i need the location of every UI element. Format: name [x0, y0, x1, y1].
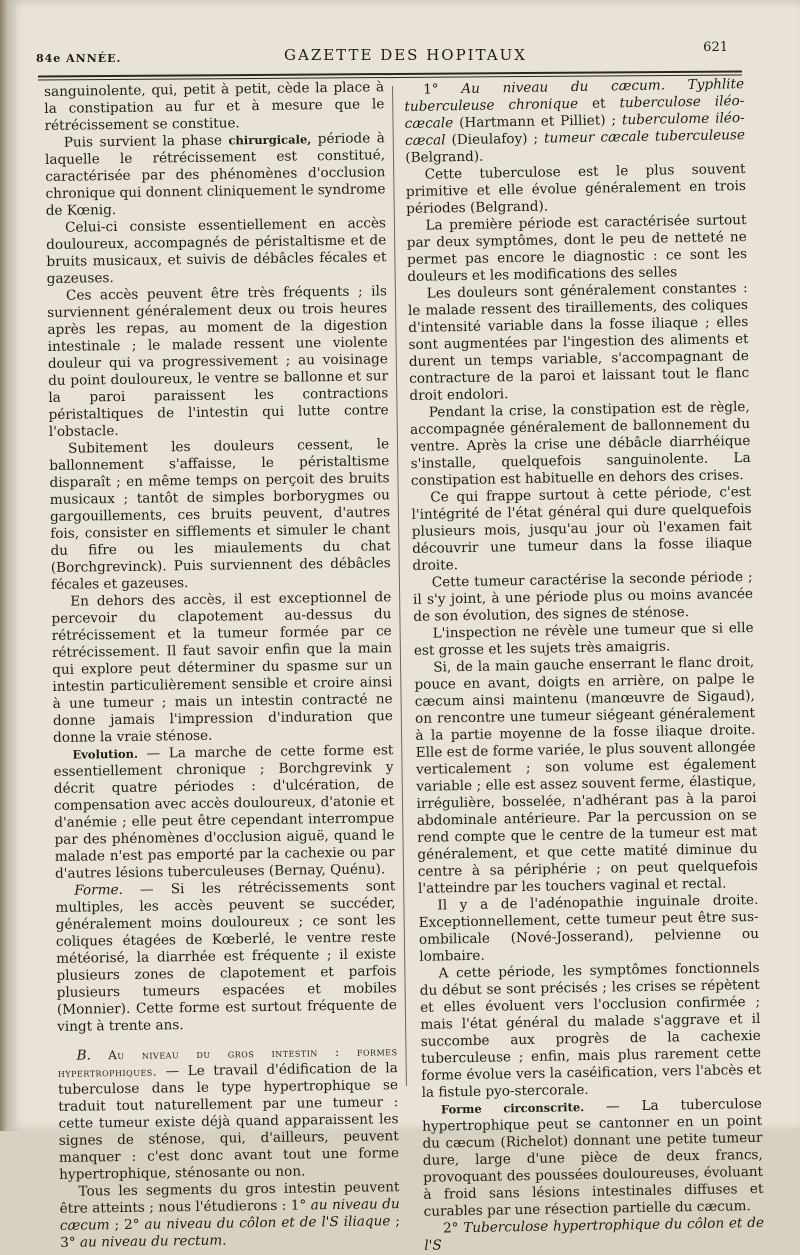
paragraph: [422, 1096, 764, 1221]
paragraph: sanguinolente, qui, petit à petit, cède la place à la constipation au fur et à mesure que le rétrécissement se constitue.: [44, 79, 385, 134]
text-run: et: [577, 95, 620, 112]
italic-run: au niveau du cæcum: [59, 1196, 400, 1234]
term-bold: chirurgicale,: [228, 132, 312, 148]
text-run: (Hartmann et Pilliet) ;: [453, 112, 623, 132]
italic-run: Tuberculose hypertrophique du côlon et de l'S: [424, 1214, 765, 1254]
section-label-forme: Forme.: [74, 881, 124, 899]
paragraph: Pendant la crise, la constipation est de règle, accompagnée généralement de ballonnement du ventre. Après la crise une débâcle diarrhéique s'installe, quelquefois sanguinolente. La constipation est habituelle en dehors des crises.: [409, 399, 751, 489]
text-run: période à laquelle le rétrécissement est constitué, caractérisée par des phénomènes d'occlusion chronique qui donnent cliniquement le syndrome de Kœnig.: [44, 130, 386, 219]
paragraph: Les douleurs sont généralement constantes : le malade ressent des tiraillements, des coliques d'intensité variable dans la fosse iliaque ; elles sont augmentées par l'ingestion des aliments et durent un temps variable, s'accompagnant de contracture de la paroi et laissant tout le flanc droit endolori.: [407, 280, 750, 404]
paragraph: Si, de la main gauche enserrant le flanc droit, pouce en avant, doigts en arrière, on palpe le cæcum ainsi maintenu (manœuvre de Sigaud), on rencontre une tumeur siégeant généralement à la partie moyenne de la fosse iliaque droite. Elle est de forme variée, le plus souvent allongée verticalement ; son volume est également variable ; elle est assez souvent ferme, élastique, irrégulière, bosselée, n'adhérant pas à la paroi abdominale antérieure. Par la percussion on se rend compte que le centre de la tumeur est mat généralement, et que cette matité diminue du centre à sa périphérie ; on peut quelquefois l'atteindre par les touchers vaginal et rectal.: [414, 653, 758, 897]
text-run: ; 3°: [60, 1213, 401, 1251]
paragraph: Cette tumeur caractérise la seconde période ; il s'y joint, à une période plus ou moins avancée de son évolution, des signes de sténose.: [412, 568, 754, 625]
text-run: — La marche de cette forme est essentiellement chronique ; Borchgrevink y décrit quatre périodes : d'ulcération, de compensation avec accès douloureux, d'atonie et d'anémie ; elle peut être cependant interrompue par des phénomènes d'occlusion aiguë, quand le malade n'est pas emporté par la cachexie ou par d'autres lésions tuberculeuses (Bernay, Quénu).: [53, 742, 395, 882]
paragraph: L'inspection ne révèle une tumeur que si elle est grosse et les sujets très amaigris.: [413, 619, 754, 659]
paragraph: Cette tuberculose est le plus souvent primitive et elle évolue généralement en trois périodes (Belgrand).: [405, 161, 747, 217]
paragraph: [424, 1215, 765, 1255]
paragraph: En dehors des accès, il est exceptionnel de percevoir du clapotement au-dessus du rétrécissement et la tumeur formée par ce rétrécissement. Il faut savoir enfin que la main qui explore peut déterminer du spasme sur un intestin particulièrement sensible et croire ainsi à une tumeur ; mais un intestin contracté ne donne jamais l'impression d'induration que donne la vraie sténose.: [51, 589, 393, 746]
paragraph: A cette période, les symptômes fonctionnels du début se sont précisés ; les crises se répètent et elles évoluent vers l'occlusion confirmée ; mais l'état général du malade s'aggrave et il succombe aux progrès de la cachexie tuberculeuse ; enfin, mais plus rarement cette forme évolue vers la caséification, vers l'abcès et la fistule pyo-stercorale.: [419, 959, 762, 1101]
paragraph: Celui-ci consiste essentiellement en accès douloureux, accompagnés de péristaltisme et de bruits musicaux, et suivis de débâcles fécales et gazeuses.: [46, 215, 387, 287]
right-column: [404, 76, 764, 1255]
text-run: 1°: [423, 81, 462, 98]
section-label-forme-circonscrite: Forme circonscrite.: [440, 1100, 585, 1117]
text-run: 2°: [442, 1220, 464, 1237]
page-number: 621: [703, 40, 728, 55]
paragraph: Ce qui frappe surtout à cette période, c'est l'intégrité de l'état général qui dure quelquefois plusieurs mois, jusqu'au jour où l'examen fait découvrir une tumeur dans la fosse iliaque droite.: [411, 484, 753, 574]
paragraph: [55, 878, 397, 1036]
section-letter: B.: [76, 1047, 92, 1064]
text-run: Puis survient la phase: [63, 132, 229, 151]
text-run: (Dieulafoy) ;: [445, 130, 545, 149]
paragraph: Ces accès peuvent être très fréquents ; ils surviennent généralement deux ou trois heures après les repas, au moment de la digestion intestinale ; le malade ressent une violente douleur qui va progressivement ; au voisinage du point douloureux, le ventre se ballonne et sur la paroi paraissent les contractions péristaltiques de l'intestin qui lutte contre l'obstacle.: [47, 283, 389, 440]
paragraph: [404, 76, 745, 167]
italic-run: au niveau du côlon et de l'S iliaque: [144, 1213, 391, 1233]
text-run: (Belgrand).: [405, 148, 484, 166]
journal-title: GAZETTE DES HOPITAUX: [284, 46, 527, 64]
paragraph: [53, 742, 395, 883]
paragraph: [45, 130, 386, 220]
italic-run: Au niveau du cæcum. Typhlite tuberculeuse chronique: [404, 76, 745, 115]
paragraph: La première période est caractérisée surtout par deux symptômes, dont le peu de netteté ne permet pas encore le diagnostic : ce sont les douleurs et les modifications des selles: [406, 212, 748, 285]
volume-year: 84e ANNÉE.: [36, 52, 122, 65]
book-spine-shadow: [0, 0, 8, 1131]
text-run: — Le travail d'édification de la tuberculose dans le type hypertrophique se traduit tout naturellement par une tumeur : cette tumeur existe déjà quand apparaissent les signes de sténose, qui, d'ailleurs, peuvent manquer : c'est donc avant tout une forme hypertrophique, sténosante ou non.: [57, 1060, 400, 1183]
journal-page: [8, 0, 800, 1254]
text-run: — Si les rétrécissements sont multiples, les accès peuvent se succéder, généralement moins douloureux ; ce sont les coliques étagées de Kœberlé, le ventre reste météorisé, la diarrhée est fréquente ; il existe plusieurs zones de clapotement et parfois plusieurs tumeurs espacées et mobiles (Monnier). Cette forme est surtout fréquente de vingt à trente ans.: [55, 878, 398, 1035]
section-label-evolution: Evolution.: [72, 746, 139, 762]
running-header: [36, 40, 736, 70]
italic-run: au niveau du rectum.: [79, 1232, 227, 1251]
text-run: ; 2°: [109, 1216, 145, 1234]
section-heading: Au niveau du gros intestin : formes hypertrophiques.: [57, 1044, 398, 1080]
text-run: — La tuberculose hypertrophique peut se cantonner en un point du cæcum (Richelot) donnant une petite tumeur dure, large d'une pièce de deux francs, provoquant des poussées douloureuses, évoluant à froid sans lésions intestinales diffuses et curables par une résection partielle du cæcum.: [422, 1095, 764, 1220]
text-run: Tous les segments du gros intestin peuvent être atteints ; nous l'étudierons : 1°: [59, 1179, 400, 1217]
italic-run: tuberculome iléo-cæcal: [404, 110, 745, 149]
left-column: [44, 79, 400, 1252]
paragraph: [59, 1179, 400, 1252]
italic-run: tumeur cæcale tuberculeuse: [543, 127, 746, 147]
italic-run: tuberculose iléo-cæcale: [404, 93, 745, 132]
paragraph: Subitement les douleurs cessent, le ballonnement s'affaisse, le péristaltisme disparaît ; en même temps on perçoit des bruits musicaux ; tantôt de simples borborygmes ou gargouillements, ces bruits peuvent, d'autres fois, consister en sifflements et simuler le chant du fifre ou les miaulements du chat (Borchgrevinck). Puis surviennent des débâcles fécales et gazeuses.: [49, 436, 391, 593]
paragraph: [57, 1043, 399, 1184]
paragraph: Il y a de l'adénopathie inguinale droite. Exceptionnellement, cette tumeur peut être sus-ombilicale (Nové-Josserand), pelvienne ou lombaire.: [418, 891, 760, 965]
